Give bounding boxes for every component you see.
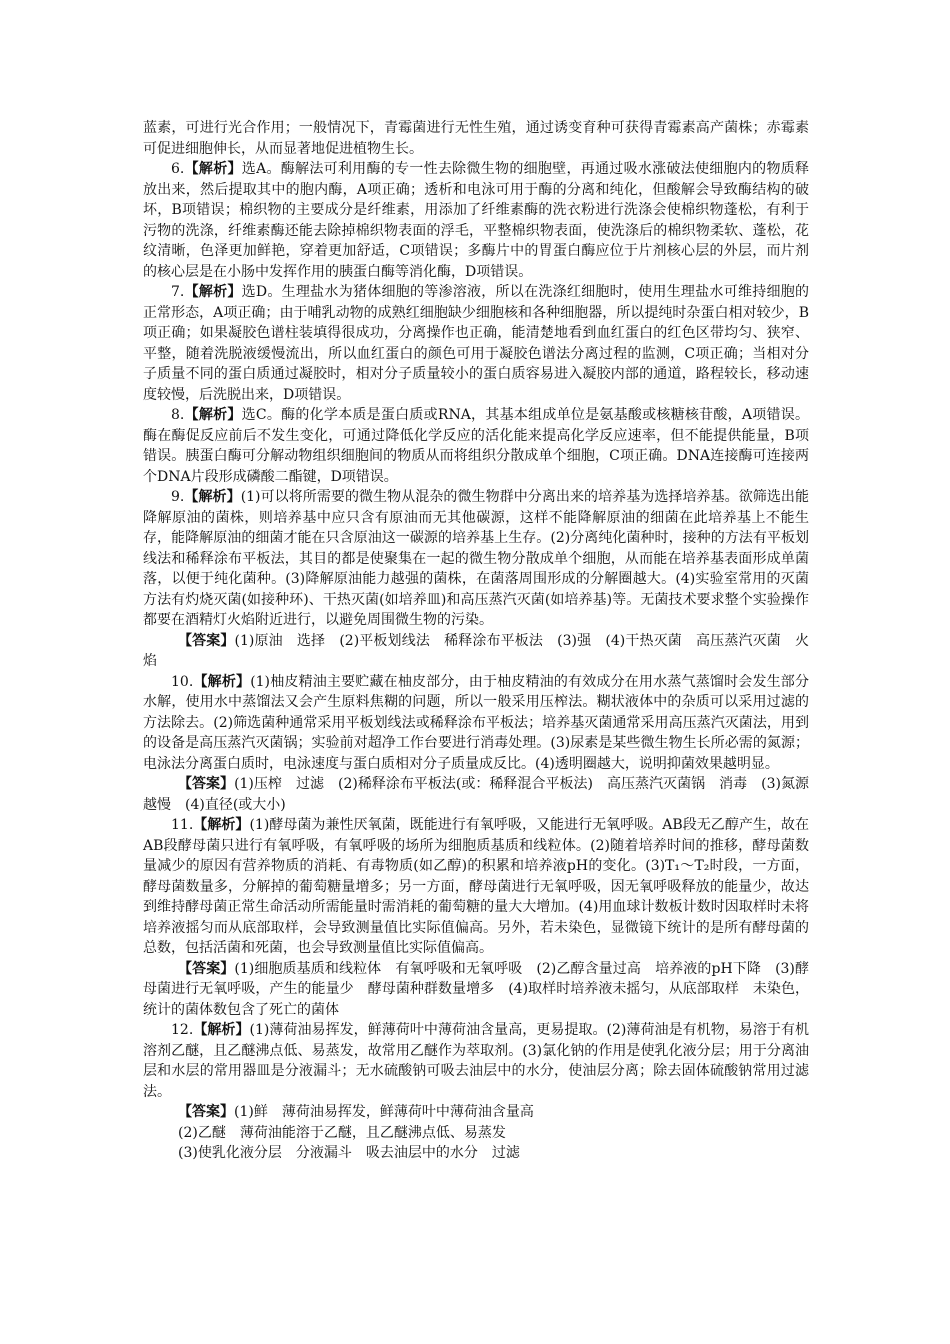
paragraph-text: 选C。酶的化学本质是蛋白质或RNA，其基本组成单位是氨基酸或核糖核苷酸，A项错误。酶在酶促反应前后不发生变化，可通过降低化学反应的活化能来提高化学反应速率，但不能提供能量，B项错误。胰蛋白酶可分解动物组织细胞间的物质从而将组织分散成单个细胞，C项正确。DNA连接酶可连接两个DNA片段形成磷酸二酯键，D项错误。 xyxy=(143,407,810,485)
question-number: 9. xyxy=(171,489,185,505)
answer-text: (1)细胞质基质和线粒体 有氧呼吸和无氧呼吸 (2)乙醇含量过高 培养液的pH下降 (3)酵母菌进行无氧呼吸，产生的能量少 酵母菌种群数量增多 (4)取样时培养液未摇匀，从底部取样 未染色，统计的菌体数包含了死亡的菌体 xyxy=(143,960,809,1018)
question-10-answer xyxy=(143,774,824,815)
question-number: 6. xyxy=(171,161,185,177)
question-7-analysis xyxy=(143,282,809,405)
analysis-tag: 【解析】 xyxy=(184,407,242,423)
document-page xyxy=(143,118,824,1164)
paragraph-text: (1)薄荷油易挥发，鲜薄荷叶中薄荷油含量高，更易提取。(2)薄荷油是有机物，易溶于有机溶剂乙醚，且乙醚沸点低、易蒸发，故常用乙醚作为萃取剂。(3)氯化钠的作用是使乳化液分层；用于分离油层和水层的常用器皿是分液漏斗；无水硫酸钠可吸去油层中的水分，使油层分离；除去固体硫酸钠常用过滤法。 xyxy=(143,1022,809,1100)
question-12-answer xyxy=(143,1102,809,1123)
answer-text: (3)使乳化液分层 分液漏斗 吸去油层中的水分 过滤 xyxy=(178,1145,520,1161)
answer-text: (1)鲜 薄荷油易挥发，鲜薄荷叶中薄荷油含量高 xyxy=(234,1104,534,1120)
paragraph-text: 蓝素，可进行光合作用；一般情况下，青霉菌进行无性生殖，通过诱变育种可获得青霉素高产菌株；赤霉素可促进细胞伸长，从而显著地促进植物生长。 xyxy=(143,120,809,157)
analysis-tag: 【解析】 xyxy=(193,673,251,690)
paragraph-text: (1)柚皮精油主要贮藏在柚皮部分，由于柚皮精油的有效成分在用水蒸气蒸馏时会发生部分水解，使用水中蒸馏法又会产生原料焦糊的问题，所以一般采用压榨法。糊状液体中的杂质可以采用过滤的方法除去。(2)筛选菌种通常采用平板划线法或稀释涂布平板法；培养基灭菌通常采用高压蒸汽灭菌法，用到的设备是高压蒸汽灭菌锅；实验前对超净工作台要进行消毒处理。(3)尿素是某些微生物生长所必需的氮源；电泳法分离蛋白质时，电泳速度与蛋白质相对分子质量成反比。(4)透明圈越大，说明抑菌效果越明显。 xyxy=(143,673,809,772)
analysis-tag: 【解析】 xyxy=(184,284,242,300)
paragraph-text: (1)可以将所需要的微生物从混杂的微生物群中分离出来的培养基为选择培养基。欲筛选出能降解原油的菌株，则培养基中应只含有原油而无其他碳源，这样不能降解原油的细菌在此培养基上不能生存，能降解原油的细菌才能在只含原油这一碳源的培养基上生存。(2)分离纯化菌种时，接种的方法有平板划线法和稀释涂布平板法，其目的都是使聚集在一起的微生物分散成单个细胞，从而能在培养基表面形成单菌落，以便于纯化菌种。(3)降解原油能力越强的菌株，在菌落周围形成的分解圈越大。(4)实验室常用的灭菌方法有灼烧灭菌(如接种环)、干热灭菌(如培养皿)和高压蒸汽灭菌(如培养基)等。无菌技术要求整个实验操作都要在酒精灯火焰附近进行，以避免周围微生物的污染。 xyxy=(143,489,809,628)
answer-tag: 【答案】 xyxy=(178,960,235,977)
answer-text: (1)压榨 过滤 (2)稀释涂布平板法(或：稀释混合平板法) 高压蒸汽灭菌锅 消毒 (3)氮源 越慢 (4)直径(或大小) xyxy=(143,776,824,813)
answer-text: (1)原油 选择 (2)平板划线法 稀释涂布平板法 (3)强 (4)干热灭菌 高压蒸汽灭菌 火焰 xyxy=(143,632,810,669)
question-number: 7. xyxy=(171,284,185,300)
question-number: 10. xyxy=(171,673,194,690)
question-12-analysis xyxy=(143,1020,809,1102)
question-number: 12. xyxy=(171,1022,194,1038)
paragraph-text: (1)酵母菌为兼性厌氧菌，既能进行有氧呼吸，又能进行无氧呼吸。AB段无乙醇产生，故在AB段酵母菌只进行有氧呼吸，有氧呼吸的场所为细胞质基质和线粒体。(2)随着培养时间的推移，酵母菌数量减少的原因有营养物质的消耗、有毒物质(如乙醇)的积累和培养液pH的变化。(3)T₁～T₂时段，一方面，酵母菌数量多，分解掉的葡萄糖量增多；另一方面，酵母菌进行无氧呼吸，因无氧呼吸释放的能量少，故达到维持酵母菌正常生命活动所需能量时需消耗的葡萄糖的量大大增加。(4)用血球计数板计数时因取样时未将培养液摇匀而从底部取样，会导致测量值比实际值偏高。另外，若未染色，显微镜下统计的是所有酵母菌的总数，包括活菌和死菌，也会导致测量值比实际值偏高。 xyxy=(143,817,810,956)
question-10-analysis xyxy=(143,672,809,775)
paragraph-continuation xyxy=(143,118,809,159)
analysis-tag: 【解析】 xyxy=(184,489,241,505)
question-9-analysis xyxy=(143,487,809,631)
analysis-tag: 【解析】 xyxy=(193,817,250,833)
answer-tag: 【答案】 xyxy=(178,632,235,649)
analysis-tag: 【解析】 xyxy=(184,161,242,177)
answer-text: (2)乙醚 薄荷油能溶于乙醚，且乙醚沸点低、易蒸发 xyxy=(178,1124,506,1141)
analysis-tag: 【解析】 xyxy=(193,1022,250,1038)
question-6-analysis xyxy=(143,159,809,282)
paragraph-text: 选A。酶解法可利用酶的专一性去除微生物的细胞壁，再通过吸水涨破法使细胞内的物质释放出来，然后提取其中的胞内酶，A项正确；透析和电泳可用于酶的分离和纯化，但酸解会导致酶结构的破坏，B项错误；棉织物的主要成分是纤维素，用添加了纤维素酶的洗衣粉进行洗涤会使棉织物蓬松，有利于污物的洗涤，纤维素酶还能去除掉棉织物表面的浮毛，平整棉织物表面，使洗涤后的棉织物柔软、蓬松，花纹清晰，色泽更加鲜艳，穿着更加舒适，C项错误；多酶片中的胃蛋白酶应位于片剂核心层的外层，而片剂的核心层是在小肠中发挥作用的胰蛋白酶等消化酶，D项错误。 xyxy=(143,161,810,280)
question-8-analysis xyxy=(143,405,809,487)
question-11-answer xyxy=(143,959,809,1021)
answer-tag: 【答案】 xyxy=(178,1104,234,1120)
question-number: 8. xyxy=(171,407,185,423)
question-number: 11. xyxy=(171,817,194,833)
paragraph-text: 选D。生理盐水为猪体细胞的等渗溶液，所以在洗涤红细胞时，使用生理盐水可维持细胞的正常形态，A项正确；由于哺乳动物的成熟红细胞缺少细胞核和各种细胞器，所以提纯时杂蛋白相对较少，B项正确；如果凝胶色谱柱装填得很成功，分离操作也正确，能清楚地看到血红蛋白的红色区带均匀、狭窄、平整，随着洗脱液缓慢流出，所以血红蛋白的颜色可用于凝胶色谱法分离过程的监测，C项正确；当相对分子质量不同的蛋白质通过凝胶时，相对分子质量较小的蛋白质容易进入凝胶内部的通道，路程较长，移动速度较慢，后洗脱出来，D项错误。 xyxy=(143,284,809,403)
question-12-answer-part-3 xyxy=(143,1143,809,1164)
question-9-answer xyxy=(143,631,809,672)
question-12-answer-part-2 xyxy=(143,1123,809,1144)
question-11-analysis xyxy=(143,815,809,959)
answer-tag: 【答案】 xyxy=(178,776,235,792)
